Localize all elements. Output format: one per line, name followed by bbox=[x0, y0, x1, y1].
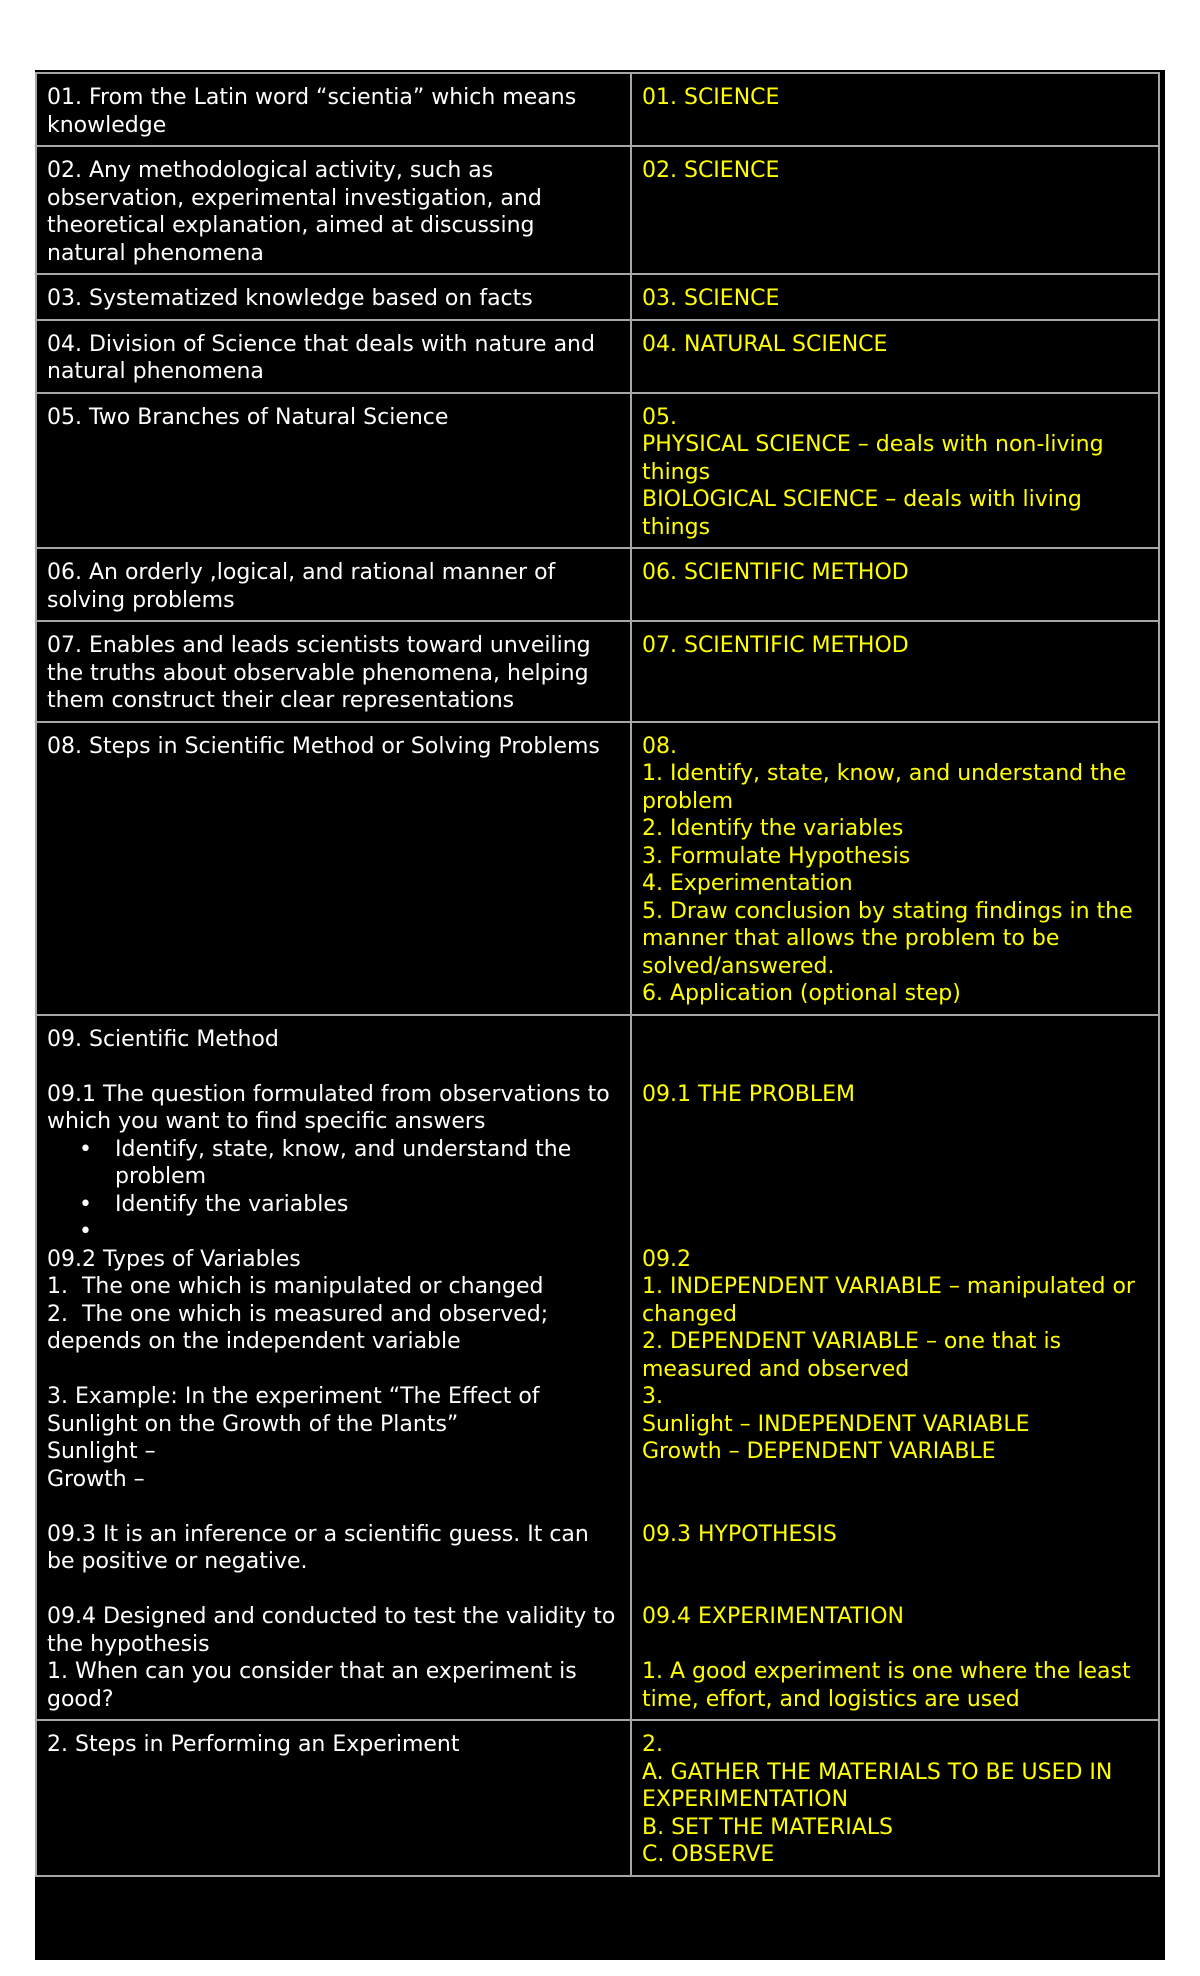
table-row bbox=[36, 1720, 1159, 1876]
question-cell: 05. Two Branches of Natural Science bbox=[36, 393, 631, 549]
table-row bbox=[36, 1015, 1159, 1721]
answer-cell: 01. SCIENCE bbox=[631, 73, 1159, 146]
table-row bbox=[36, 548, 1159, 621]
question-cell: 03. Systematized knowledge based on facts bbox=[36, 274, 631, 320]
question-cell: 07. Enables and leads scientists toward unveiling the truths about observable phenomena, helping them construct their clear representations bbox=[36, 621, 631, 722]
answer-cell: 2. A. GATHER THE MATERIALS TO BE USED IN EXPERIMENTATION B. SET THE MATERIALS C. OBSERVE bbox=[631, 1720, 1159, 1876]
table-row bbox=[36, 274, 1159, 320]
answer-cell: 02. SCIENCE bbox=[631, 146, 1159, 274]
table-row bbox=[36, 73, 1159, 146]
answer-cell: 07. SCIENTIFIC METHOD bbox=[631, 621, 1159, 722]
table-row bbox=[36, 320, 1159, 393]
question-cell: 2. Steps in Performing an Experiment bbox=[36, 1720, 631, 1876]
table-row bbox=[36, 393, 1159, 549]
document-page bbox=[35, 70, 1165, 1960]
bullet-item bbox=[115, 1218, 620, 1246]
question-cell: 06. An orderly ,logical, and rational manner of solving problems bbox=[36, 548, 631, 621]
bullet-item: • Identify the variables bbox=[115, 1191, 620, 1219]
question-cell: 02. Any methodological activity, such as observation, experimental investigation, and theoretical explanation, aimed at discussing natural phenomena bbox=[36, 146, 631, 274]
scientific-method-intro: 09. Scientific Method 09.1 The question formulated from observations to which you want to find specific answers bbox=[47, 1026, 610, 1134]
answer-cell: 05. PHYSICAL SCIENCE – deals with non-living things BIOLOGICAL SCIENCE – deals with living things bbox=[631, 393, 1159, 549]
answer-cell: 04. NATURAL SCIENCE bbox=[631, 320, 1159, 393]
scientific-method-details: 09.2 Types of Variables 1. The one which is manipulated or changed 2. The one which is measured and observed; depends on the independent variable 3. Example: In the experiment “The Effect of Sunlight on the Growth of the Plants” Sunlight – Growth – 09.3 It is an inference or a scientific guess. It can be positive or negative. 09.4 Designed and conducted to test the validity to the hypothesis 1. When can you consider that an experiment is good? bbox=[47, 1246, 616, 1712]
question-cell bbox=[36, 1015, 631, 1721]
question-cell: 04. Division of Science that deals with nature and natural phenomena bbox=[36, 320, 631, 393]
answer-cell: 08. 1. Identify, state, know, and understand the problem 2. Identify the variables 3. Formulate Hypothesis 4. Experimentation 5. Draw conclusion by stating findings in the manner that allows the problem to be solved/answered. 6. Application (optional step) bbox=[631, 722, 1159, 1015]
table-row bbox=[36, 621, 1159, 722]
qa-table bbox=[35, 72, 1160, 1877]
answer-cell: 06. SCIENTIFIC METHOD bbox=[631, 548, 1159, 621]
table-row bbox=[36, 146, 1159, 274]
question-cell: 01. From the Latin word “scientia” which means knowledge bbox=[36, 73, 631, 146]
question-cell: 08. Steps in Scientific Method or Solving Problems bbox=[36, 722, 631, 1015]
answer-cell: 09.1 THE PROBLEM 09.2 1. INDEPENDENT VARIABLE – manipulated or changed 2. DEPENDENT VARIABLE – one that is measured and observed 3. Sunlight – INDEPENDENT VARIABLE Growth – DEPENDENT VARIABLE 09.3 HYPOTHESIS 09.4 EXPERIMENTATION 1. A good experiment is one where the least time, effort, and logistics are used bbox=[631, 1015, 1159, 1721]
bullet-list bbox=[47, 1136, 620, 1246]
bullet-item: • Identify, state, know, and understand the problem bbox=[115, 1136, 620, 1191]
answer-cell: 03. SCIENCE bbox=[631, 274, 1159, 320]
table-row bbox=[36, 722, 1159, 1015]
